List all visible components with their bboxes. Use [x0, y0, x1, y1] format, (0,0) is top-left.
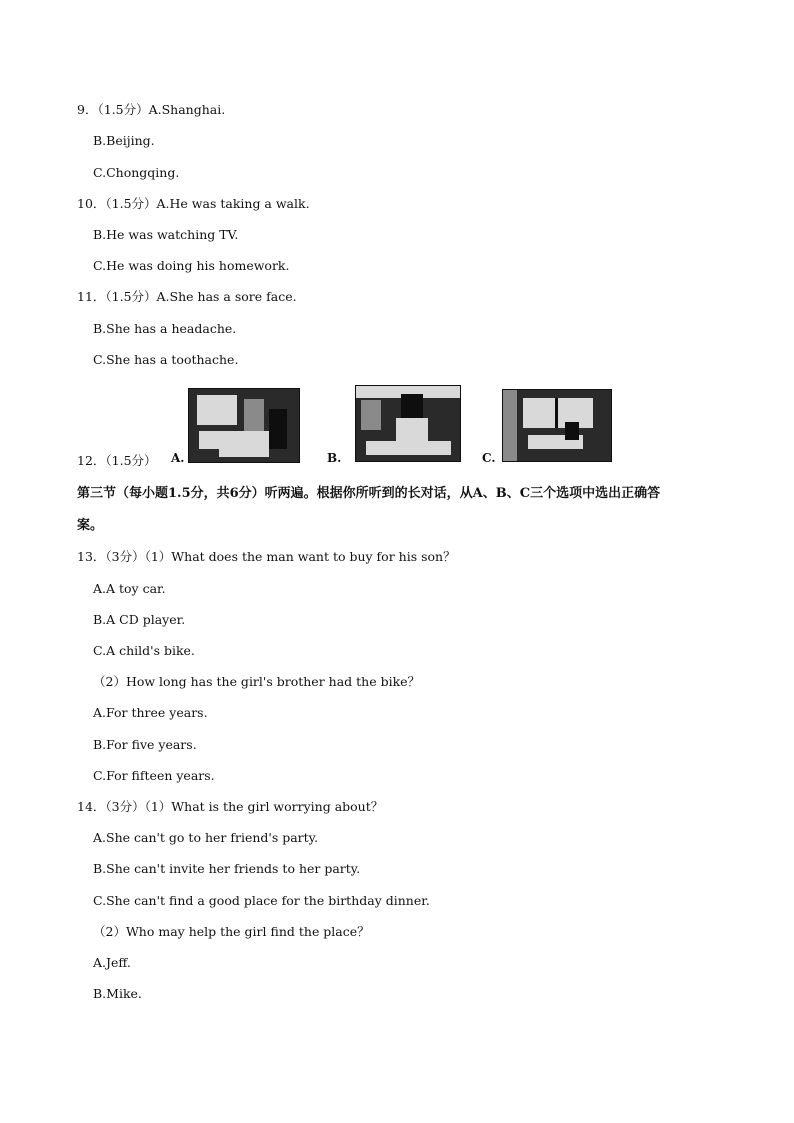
q13-1-option-c: C.A child's bike.	[93, 643, 195, 658]
q9-stem: 9．（1.5分）A.Shanghai.	[77, 102, 226, 117]
q13-1-option-b: B.A CD player.	[93, 612, 186, 627]
q10-option-c: C.He was doing his homework.	[93, 258, 290, 273]
section3-heading: 第三节（每小题1.5分，共6分）听两遍。根据你所听到的长对话，从A、B、C三个选项中选出正确答	[77, 486, 661, 501]
q9-option-c: C.Chongqing.	[93, 165, 180, 180]
q10-stem: 10．（1.5分）A.He was taking a walk.	[77, 196, 310, 211]
q14-2-option-a: A.Jeff.	[93, 955, 131, 970]
q14-1-option-b: B.She can't invite her friends to her party.	[93, 861, 361, 876]
dining-room-photo-icon	[502, 389, 612, 462]
q13-2-option-c: C.For fifteen years.	[93, 768, 215, 783]
q13-1-option-a: A.A toy car.	[93, 581, 166, 596]
q12-stem: 12．（1.5分）	[77, 453, 157, 468]
q12-picture-choices	[77, 388, 717, 468]
q11-option-b: B.She has a headache.	[93, 321, 237, 336]
living-room-photo-icon	[188, 388, 300, 463]
section3-heading-cont: 案。	[77, 518, 104, 533]
q14-1-option-a: A.She can't go to her friend's party.	[93, 830, 319, 845]
q14-sub2-stem: （2）Who may help the girl find the place？	[93, 924, 370, 939]
q14-stem: 14．（3分）（1）What is the girl worrying about？	[77, 799, 384, 814]
q11-option-c: C.She has a toothache.	[93, 352, 239, 367]
q13-sub2-stem: （2）How long has the girl's brother had the bike？	[93, 674, 421, 689]
q9-option-b: B.Beijing.	[93, 133, 155, 148]
q14-2-option-b: B.Mike.	[93, 986, 142, 1001]
q13-2-option-a: A.For three years.	[93, 705, 208, 720]
q13-2-option-b: B.For five years.	[93, 737, 197, 752]
q13-stem: 13．（3分）（1）What does the man want to buy for his son？	[77, 549, 456, 564]
q10-option-b: B.He was watching TV.	[93, 227, 239, 242]
q11-stem: 11．（1.5分）A.She has a sore face.	[77, 289, 297, 304]
q14-1-option-c: C.She can't find a good place for the birthday dinner.	[93, 893, 430, 908]
q12-choice-c-label: C.	[482, 451, 496, 465]
cooking-photo-icon	[355, 385, 461, 462]
q12-choice-b-label: B.	[327, 451, 342, 465]
q12-choice-a-label: A.	[171, 451, 185, 465]
